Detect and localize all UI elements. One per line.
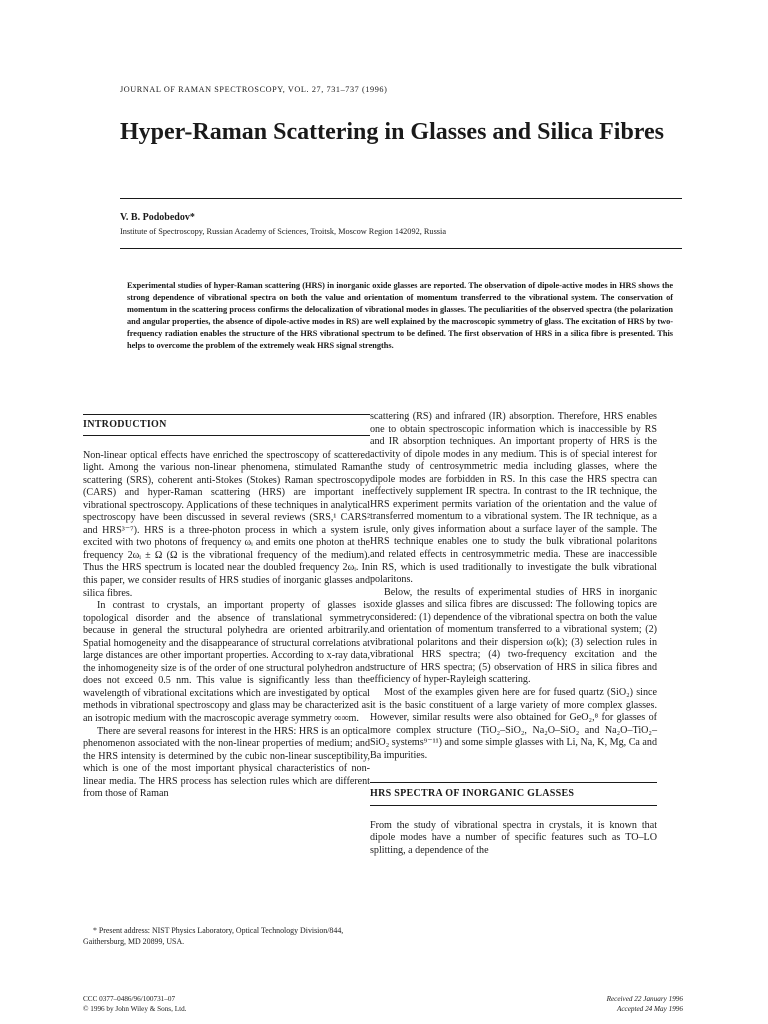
affiliation-rule: [120, 248, 682, 249]
author-affiliation: Institute of Spectroscopy, Russian Academy of Sciences, Troitsk, Moscow Region 142092, Russia: [120, 227, 447, 236]
journal-header: JOURNAL OF RAMAN SPECTROSCOPY, VOL. 27, 731–737 (1996): [120, 85, 388, 94]
intro-heading-bottom-rule: [83, 435, 370, 436]
section-heading-introduction: INTRODUCTION: [83, 419, 167, 430]
title-rule: [120, 198, 682, 199]
footnote: * Present address: NIST Physics Laboratory, Optical Technology Division/844, Gaithersburg, MD 20899, USA.: [83, 926, 344, 946]
body-paragraph-3: Most of the examples given here are for fused quartz (SiO₂) since it is the basic constituent of a large variety of more complex glasses. However, similar results were also obtained for GeO₂,⁸ for glasses of more complex structure (TiO₂–SiO₂, Na₂O–SiO₂ and Na₂O–TiO₂–SiO₂ systems⁹⁻¹¹) and some simple glasses with Li, Na, K, Mg, Ca and Ba impurities.: [370, 687, 658, 761]
footer-left: [83, 994, 186, 1014]
received-date: Received 22 January 1996: [606, 995, 683, 1003]
accepted-date: Accepted 24 May 1996: [616, 1005, 683, 1013]
section-heading-bottom-rule: [370, 805, 657, 806]
intro-paragraph-1: Non-linear optical effects have enriched the spectroscopy of scattered light. Among the various non-linear phenomena, stimulated Raman scattering (SRS), coherent anti-Stokes (Stokes) Raman spectroscopy (CARS) and hyper-Raman scattering (HRS) are important in vibrational spectroscopy. Applications of these techniques in analytical spectroscopy have been discussed in several reviews (SRS,¹ CARS² and HRS³⁻⁷). HRS is a three-photon process in which a system is excited with two photons of frequency ωᵢ and emits one photon at the frequency 2ωᵢ ± Ω (Ω is the vibrational frequency of the medium). Thus the HRS spectrum is located near the doubled frequency 2ωᵢ. In this paper, we consider results of HRS studies of inorganic glasses and silica fibres.: [83, 449, 370, 599]
section-heading-hrs-spectra: HRS SPECTRA OF INORGANIC GLASSES: [370, 788, 575, 800]
intro-heading-top-rule: [83, 414, 370, 415]
intro-paragraph-2: In contrast to crystals, an important property of glasses is topological disorder and the absence of translational symmetry because in general the structural polyhedra are oriented arbitrarily. Spatial homogeneity and the disappearance of structural correlations at large distances are other important properties. According to x-ray data, the inhomogeneity size is of the order of one structural polyhedron and does not exceed 0.5 nm. This value is significantly less than the wavelength of vibrational excitations which are investigated by optical methods in vibrational spectroscopy and glass may be characterized as an isotropic medium with the macroscopic average symmetry ∞∞m.: [83, 600, 370, 725]
intro-paragraph-3: There are several reasons for interest in the HRS: HRS is an optical phenomenon associated with the non-linear properties of medium; and the HRS intensity is determined by the cubic non-linear susceptibility, which is one of the most important physical characteristics of non-linear media. The HRS process has selection rules which are different from those of Raman: [83, 725, 370, 800]
section-paragraph-1: From the study of vibrational spectra in crystals, it is known that dipole modes have a number of specific features such as TO–LO splitting, a dependence of the: [370, 819, 657, 856]
body-paragraph-2: Below, the results of experimental studies of HRS in inorganic oxide glasses and silica fibres are discussed: The following topics are considered: (1) dependence of the vibrational spectra on both the value and orientation of momentum transferred to a vibrational system; (2) vibrational polaritons and their dispersion ω(k); (3) selection rules in vibrational HRS spectra; (4) two-frequency excitation and the structure of HRS spectra; (5) observation of HRS in silica fibres and efficiency of hyper-Rayleigh scattering.: [370, 586, 657, 686]
article-title: Hyper-Raman Scattering in Glasses and Silica Fibres: [120, 119, 665, 145]
footer-right: [607, 994, 683, 1014]
body-paragraph-1: scattering (RS) and infrared (IR) absorption. Therefore, HRS enables one to obtain spectroscopic information which is inaccessible by RS and IR absorption techniques. An important property of HRS is the activity of dipole modes in any medium. This is of special interest for the study of centrosymmetric media including glasses, where the dipole modes are forbidden in RS. In this case the HRS spectra can effectively supplement IR spectra. In contrast to the IR technique, the HRS experiment permits variation of the orientation and the value of transferred momentum to a vibrational system. The IR technique, as a rule, only gives information about a surface layer of the sample. The HRS technique enables one to study the bulk vibrational polaritons and related effects in centrosymmetric media. These are inaccessible in RS, which is used traditionally to investigate the bulk vibrational polaritons.: [370, 411, 657, 586]
section-heading-top-rule: [370, 782, 657, 783]
abstract: Experimental studies of hyper-Raman scattering (HRS) in inorganic oxide glasses are reported. The observation of dipole-active modes in HRS shows the strong dependence of vibrational spectra on both the value and orientation of momentum transferred to the vibrational system. The conservation of momentum in the scattering process confirms the delocalization of vibrational modes in glasses. The peculiarities of the observed spectra (the polarization and angular properties, the absence of dipole-active modes in RS) are well explained by the macroscopic symmetry of glass. The excitation of HRS by two-frequency radiation enables the structure of the HRS vibrational spectrum to be defined. The first observation of HRS in a silica fibre is presented. This helps to overcome the problem of the extremely weak HRS signal strengths.: [127, 281, 673, 351]
author-name: V. B. Podobedov*: [120, 212, 195, 223]
right-column: [370, 411, 657, 858]
left-column: [83, 414, 370, 801]
copyright: © 1996 by John Wiley & Sons, Ltd.: [83, 1005, 187, 1013]
ccc-code: CCC 0377–0486/96/100731–07: [83, 995, 176, 1003]
